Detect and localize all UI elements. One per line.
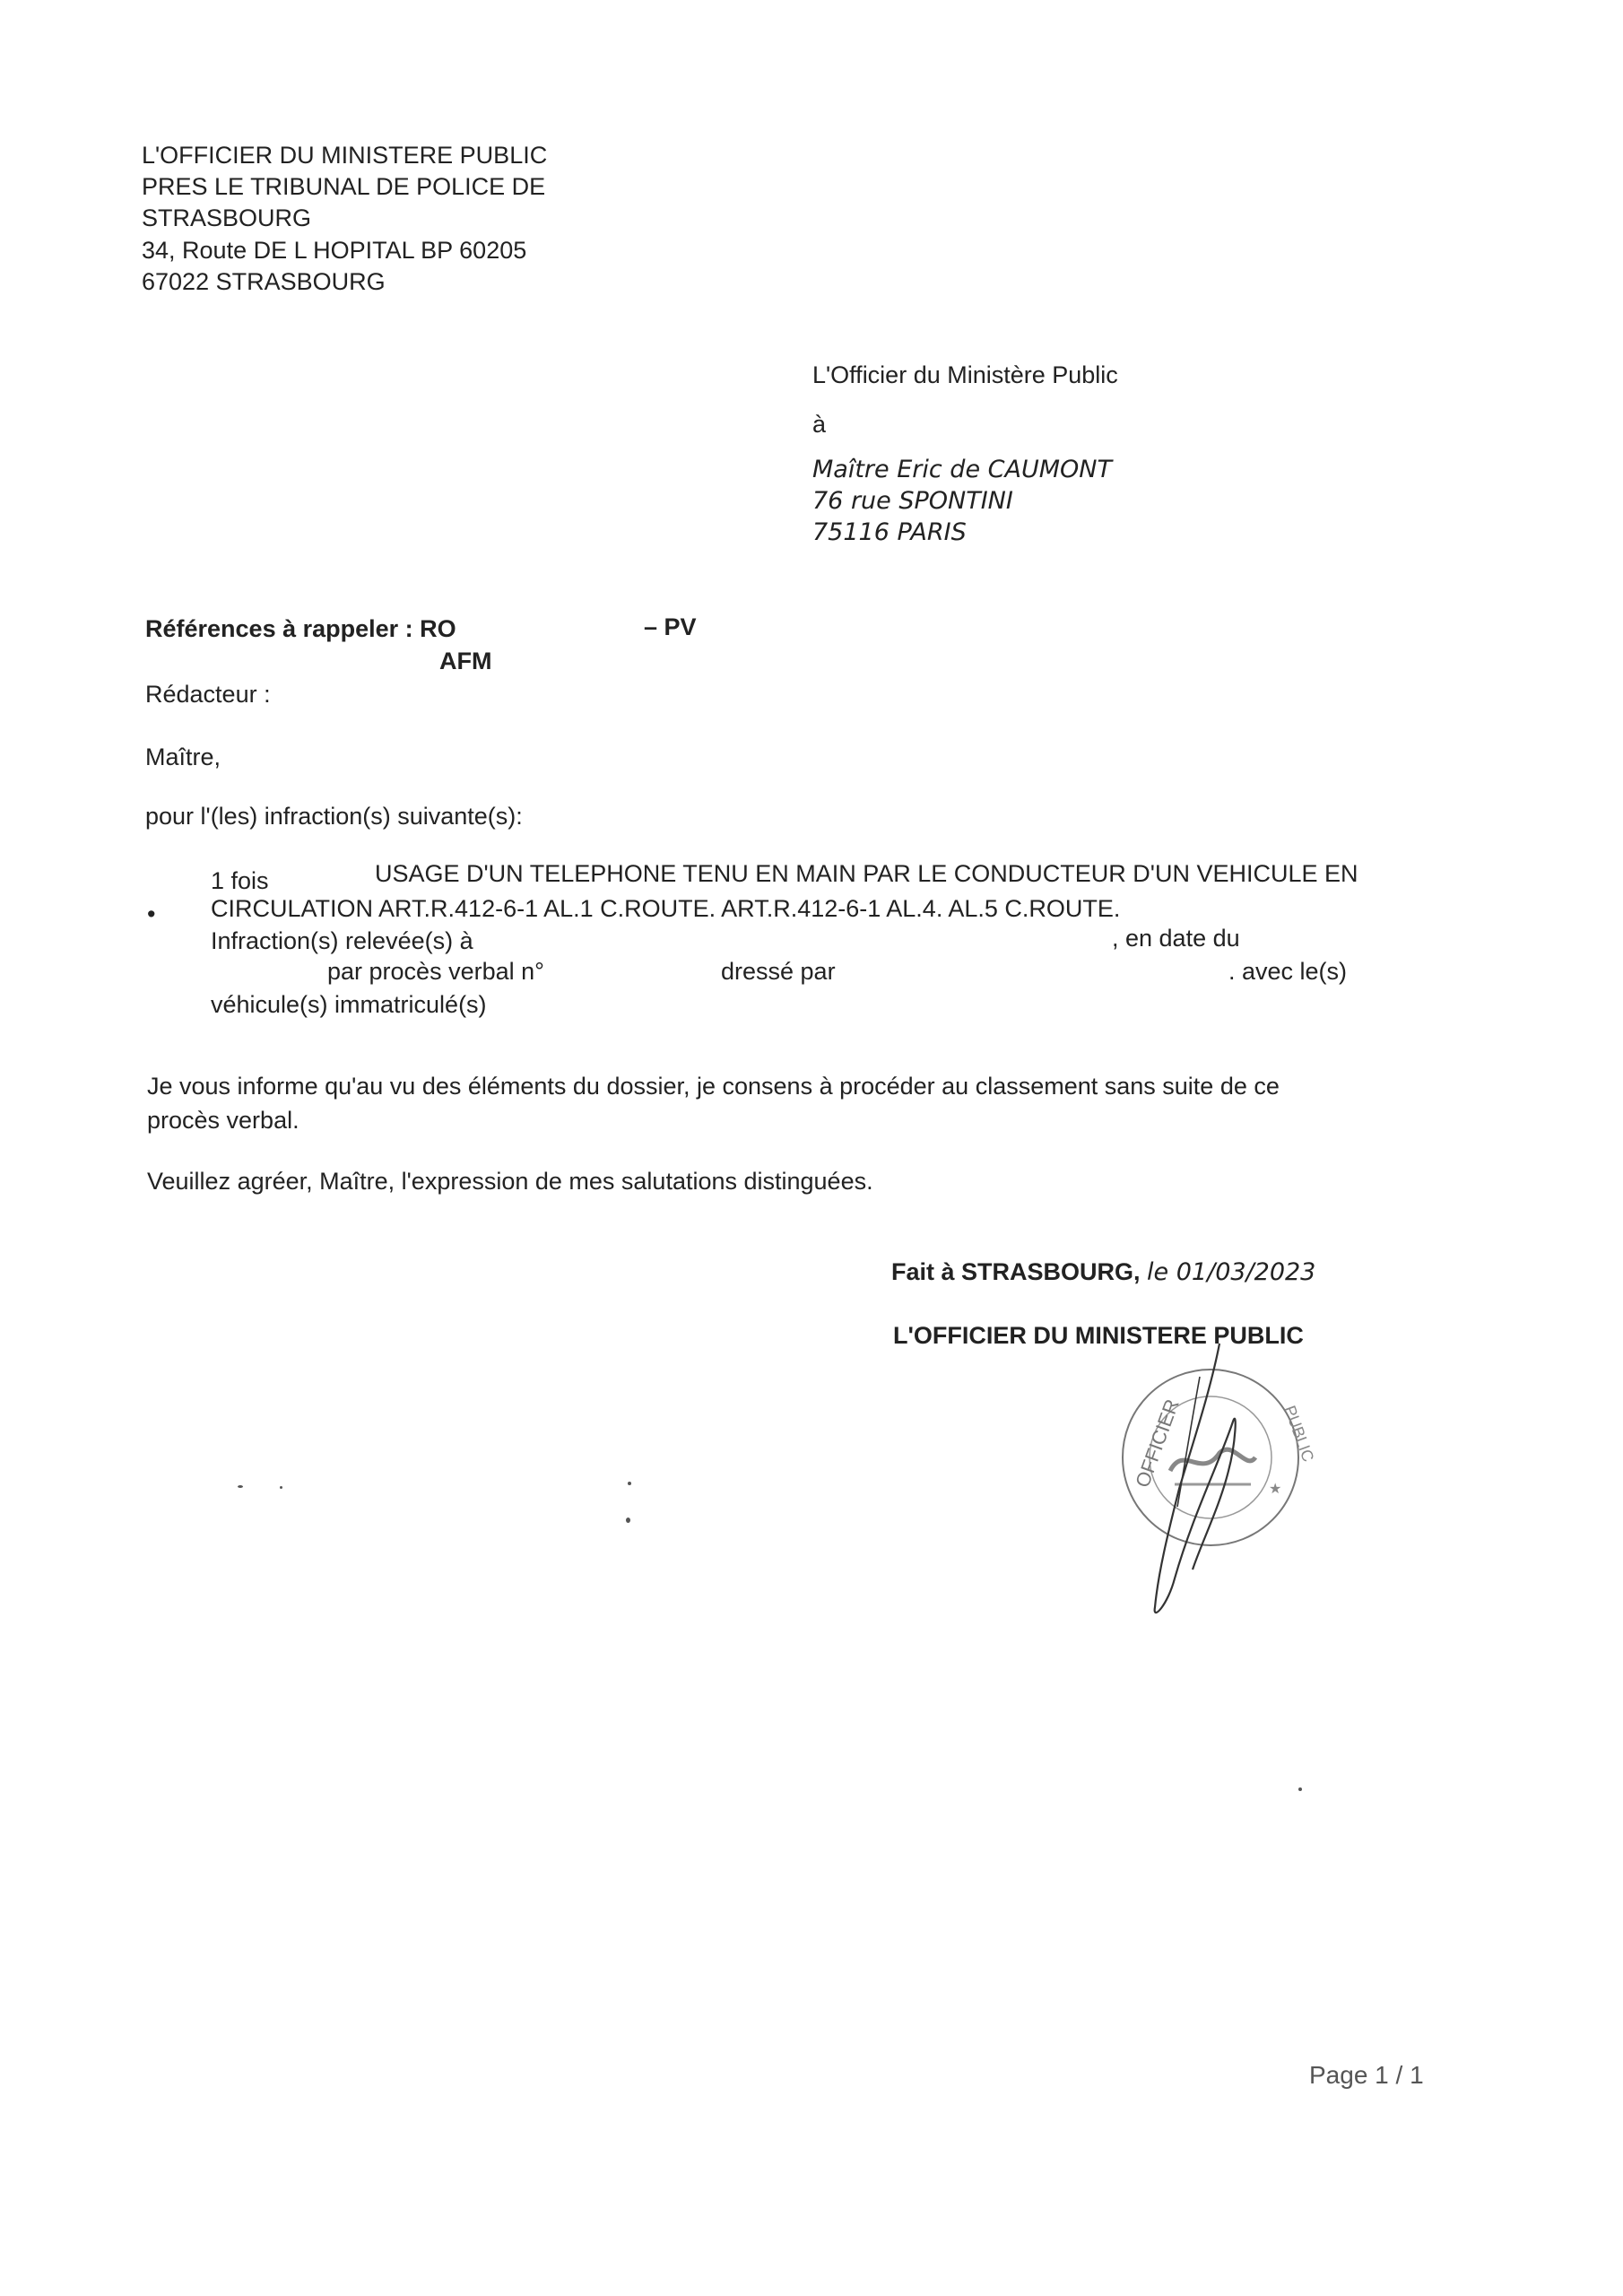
dresse-label: dressé par [721,958,836,985]
page-number: Page 1 / 1 [1309,2061,1424,2089]
signature-place: Fait à STRASBOURG, [891,1258,1141,1285]
salutation: Maître, [145,744,221,770]
decision-line-2: procès verbal. [147,1107,299,1134]
redacteur-label: Rédacteur : [145,681,271,708]
sender-line-4: 34, Route DE L HOPITAL BP 60205 [142,237,527,264]
bullet: • [147,900,156,927]
closing-formula: Veuillez agréer, Maître, l'expression de mes salutations distinguées. [147,1168,873,1195]
svg-text:★: ★ [1269,1480,1282,1497]
sender-line-3: STRASBOURG [142,204,312,231]
decision-line-1: Je vous informe qu'au vu des éléments du dossier, je consens à procéder au classement sans suite de ce [147,1073,1280,1100]
references-pv: – PV [644,613,697,640]
sender-line-2: PRES LE TRIBUNAL DE POLICE DE [142,173,546,200]
recipient-city: 75116 PARIS [812,518,967,546]
scan-speck [238,1485,243,1488]
references-afm: AFM [439,648,492,674]
relevee-label: Infraction(s) relevée(s) à [211,927,473,954]
infraction-count: 1 fois [211,867,269,894]
vehicule-label: véhicule(s) immatriculé(s) [211,991,487,1018]
references-label: Références à rappeler : RO [145,615,456,642]
svg-text:OFFICIER: OFFICIER [1131,1396,1184,1491]
avec-label: . avec le(s) [1228,958,1348,985]
recipient-to: à [812,411,827,438]
handwritten-signature [1155,1344,1236,1613]
scan-speck [1298,1787,1302,1791]
scan-speck [628,1482,631,1485]
recipient-name: Maître Eric de CAUMONT [812,456,1112,483]
svg-text:PUBLIC: PUBLIC [1280,1403,1318,1465]
pv-number-label: par procès verbal n° [327,958,544,985]
infraction-intro: pour l'(les) infraction(s) suivante(s): [145,803,523,830]
en-date-label: , en date du [1112,925,1240,952]
scan-speck [626,1518,630,1523]
infraction-line-2: CIRCULATION ART.R.412-6-1 AL.1 C.ROUTE. ART.R.412-6-1 AL.4. AL.5 C.ROUTE. [211,895,1121,922]
recipient-street: 76 rue SPONTINI [812,487,1013,515]
signature-title: L'OFFICIER DU MINISTERE PUBLIC [893,1322,1304,1349]
official-stamp-and-signature [1085,1336,1336,1632]
signature-date: le 01/03/2023 [1147,1258,1316,1286]
sender-line-5: 67022 STRASBOURG [142,268,386,295]
recipient-from: L'Officier du Ministère Public [812,361,1118,388]
signature-line [891,1257,1315,1288]
scan-speck [280,1486,282,1489]
infraction-line-1: USAGE D'UN TELEPHONE TENU EN MAIN PAR LE CONDUCTEUR D'UN VEHICULE EN [375,860,1358,887]
sender-line-1: L'OFFICIER DU MINISTERE PUBLIC [142,142,548,169]
